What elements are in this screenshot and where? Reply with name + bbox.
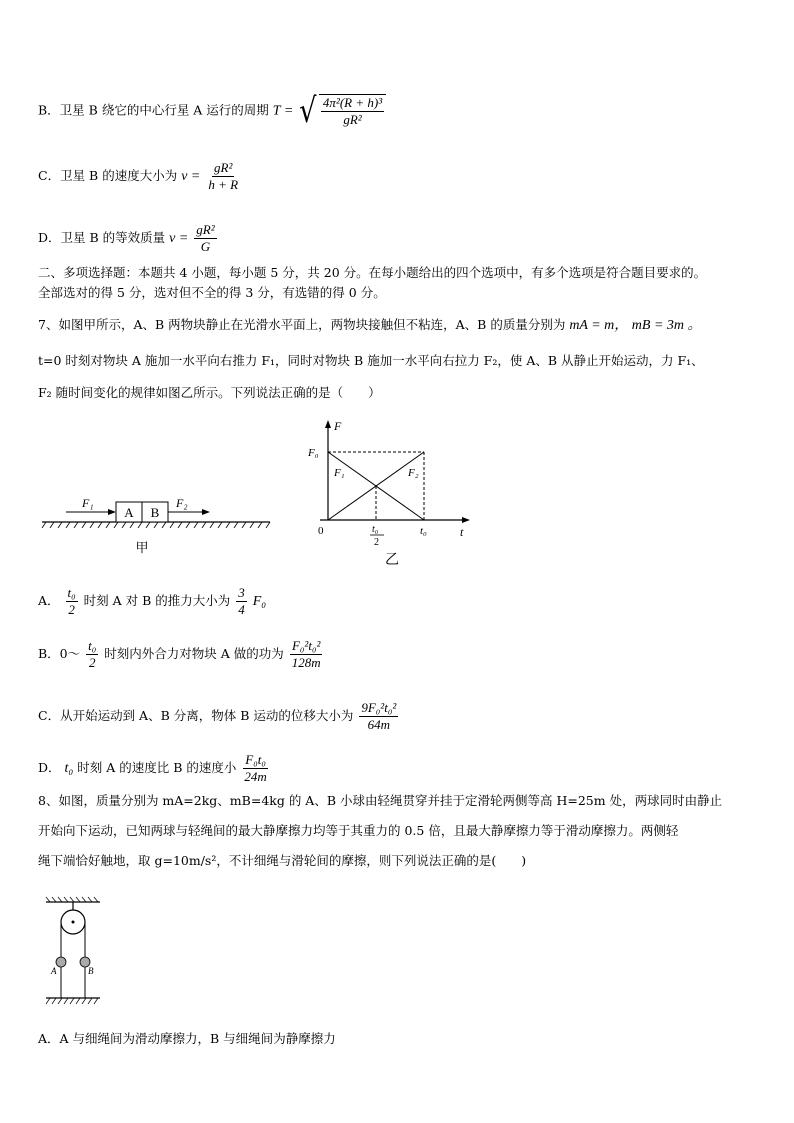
q7-figure-jia: [38, 490, 278, 565]
ball-a: [56, 957, 66, 967]
q8-pulley-figure: [40, 896, 106, 1008]
yi-t0-label: t₀: [420, 525, 427, 537]
q7-line1: 7、如图甲所示，A、B 两物块静止在光滑水平面上，两物块接触但不粘连，A、B 的质量分别为 mA = m， mB = 3m 。: [38, 317, 702, 333]
q7-option-b: B．0～ $\frac{\text{t₀}}{2}$ 时刻内外合力对物块 A 做的功为 $\frac{\text{F₀²t₀²}}{128m}$: [38, 638, 321, 670]
q6-option-b: [38, 91, 386, 131]
q8-line2: 开始向下运动，已知两球与轻绳间的最大静摩擦力均等于其重力的 0.5 倍，且最大静摩擦力等于滑动摩擦力。两侧轻: [38, 823, 679, 838]
f1-label: F₁: [82, 496, 94, 510]
q6-option-b-text: B．卫星 B 绕它的中心行星 A 运行的周期: [38, 102, 269, 118]
yi-f0-label: F₀: [308, 447, 319, 459]
section2-line1: 二、多项选择题：本题共 4 小题，每小题 5 分，共 20 分。在每小题给出的四个选项中，有多个选项是符合题目要求的。: [38, 265, 707, 280]
yi-origin: 0: [318, 525, 324, 537]
ball-b-label: B: [88, 966, 94, 976]
q6-option-d-fraction: $\frac{\text{gR²}}{G}$: [196, 222, 215, 254]
q8-option-a: A．A 与细绳间为滑动摩擦力，B 与细绳间为静摩擦力: [38, 1031, 336, 1046]
q6-option-b-sqrt: √ $\frac{\text{4π²(R + h)³}}{\text{gR²}}$: [297, 94, 386, 128]
block-b-label: B: [150, 505, 160, 520]
fig-yi-caption: 乙: [385, 553, 399, 568]
f2-label: F₂: [176, 496, 188, 510]
yi-f2-label: F₂: [408, 467, 419, 479]
q6-option-b-lhs: T =: [272, 103, 294, 119]
q6-option-d: [38, 222, 219, 255]
q6-option-c-text: C．卫星 B 的速度大小为: [38, 168, 178, 183]
q7-line2: t=0 时刻对物块 A 施加一水平向右推力 F₁，同时对物块 B 施加一水平向右拉力 F₂，使 A、B 从静止开始运动，力 F₁、: [38, 353, 704, 368]
yi-f1-label: F₁: [334, 467, 345, 479]
q8-line3: 绳下端恰好触地，取 g=10m/s²，不计细绳与滑轮间的摩擦，则下列说法正确的是( ): [38, 853, 527, 868]
yi-y-label: F: [334, 419, 342, 433]
q7-option-c: C．从开始运动到 A、B 分离，物体 B 运动的位移大小为 $\frac{\text{9F₀²t₀²}}{64m}$: [38, 700, 397, 732]
block-a-label: A: [124, 505, 134, 520]
q7-line3: F₂ 随时间变化的规律如图乙所示。下列说法正确的是（ ）: [38, 385, 381, 400]
q6-option-c-lhs: v =: [181, 169, 201, 184]
q7-option-d: D． t₀ 时刻 A 的速度比 B 的速度小 $\frac{\text{F₀t₀}}{24m}$: [38, 752, 267, 784]
q6-option-c: [38, 160, 242, 193]
yi-x-label: t: [460, 525, 464, 539]
yi-half-den: 2: [374, 537, 379, 548]
ball-a-label: A: [51, 966, 57, 976]
section2-line2: 全部选对的得 5 分，选对但不全的得 3 分，有选错的得 0 分。: [38, 285, 386, 300]
q6-option-d-text: D．卫星 B 的等效质量: [38, 230, 166, 245]
q6-option-c-fraction: $\frac{\text{gR²}}{h + R}$: [208, 160, 239, 192]
q7-figure-yi: [300, 418, 480, 568]
q6-option-b-fraction: $\frac{\text{4π²(R + h)³}}{\text{gR²}}$: [322, 95, 383, 127]
yi-half-num: t₀: [372, 524, 379, 535]
fig-jia-caption: 甲: [135, 540, 149, 555]
q6-option-d-lhs: v =: [169, 231, 189, 246]
q8-line1: 8、如图，质量分别为 mA=2kg、mB=4kg 的 A、B 小球由轻绳贯穿并挂于定滑轮两侧等高 H=25m 处，两球同时由静止: [38, 793, 723, 808]
q7-option-a: A． $\frac{\text{t₀}}{2}$ 时刻 A 对 B 的推力大小为 $\frac{3}{4}$ F₀: [38, 585, 267, 617]
